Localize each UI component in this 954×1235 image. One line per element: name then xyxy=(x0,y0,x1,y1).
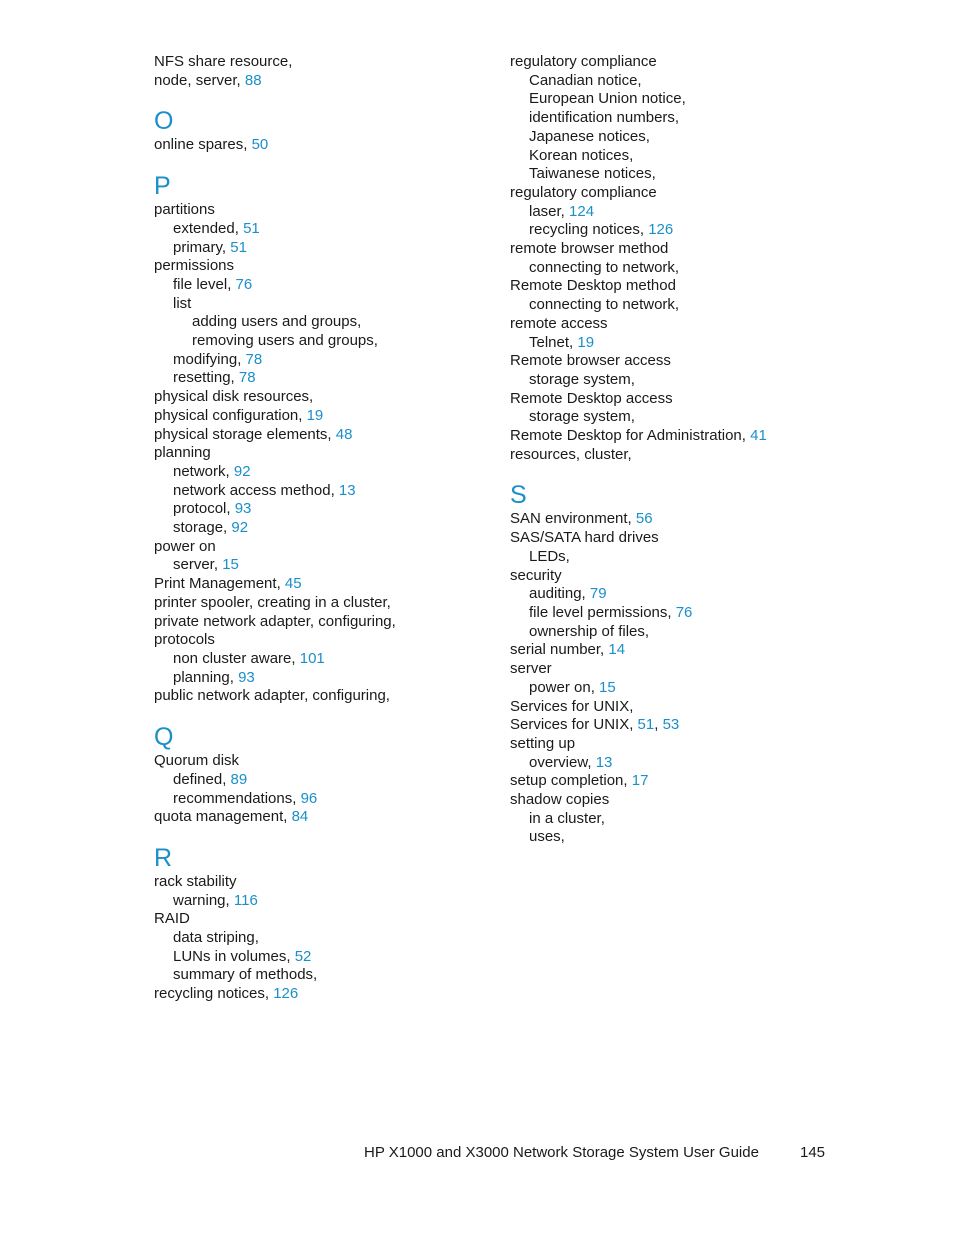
index-term: remote browser method xyxy=(510,240,669,258)
index-entry xyxy=(154,276,494,295)
footer-title: HP X1000 and X3000 Network Storage System User Guide xyxy=(364,1144,759,1161)
page-link[interactable]: 78 xyxy=(245,350,263,368)
index-term: Quorum disk xyxy=(154,752,240,770)
index-term: protocols xyxy=(154,631,215,649)
index-section xyxy=(510,480,850,847)
index-entry xyxy=(154,966,494,985)
page-link[interactable]: 15 xyxy=(222,556,239,574)
index-term: serial number, xyxy=(510,641,609,659)
index-term: extended, xyxy=(173,219,244,237)
index-entry xyxy=(154,892,494,911)
index-term: summary of methods, xyxy=(173,966,318,984)
index-entry xyxy=(154,295,494,314)
index-term: Remote browser access xyxy=(510,352,671,370)
index-term: power on, xyxy=(529,678,600,696)
page-link[interactable]: 48 xyxy=(335,425,353,443)
page-link[interactable]: 45 xyxy=(284,575,302,593)
index-entry xyxy=(154,239,494,258)
index-term: power on xyxy=(154,537,216,555)
index-term: node, server, xyxy=(154,71,245,89)
index-term: security xyxy=(510,566,562,584)
index-column-left xyxy=(154,53,494,1004)
index-term: warning, xyxy=(173,891,234,909)
index-term: permissions xyxy=(154,257,235,275)
index-term: Services for UNIX, xyxy=(510,716,638,734)
index-entry xyxy=(510,334,850,353)
index-entry xyxy=(510,623,850,642)
index-entry xyxy=(154,257,494,276)
index-entry xyxy=(154,351,494,370)
page-link[interactable]: 76 xyxy=(235,275,253,293)
index-term: setting up xyxy=(510,734,576,752)
index-entry xyxy=(154,790,494,809)
index-entry xyxy=(154,369,494,388)
index-term: Telnet, xyxy=(529,333,578,351)
index-entry xyxy=(154,687,494,706)
index-entry xyxy=(510,390,850,409)
index-entry xyxy=(510,203,850,222)
index-term: overview, xyxy=(529,753,596,771)
page-link[interactable]: 78 xyxy=(238,369,256,387)
index-entry xyxy=(510,679,850,698)
index-term: resetting, xyxy=(173,369,239,387)
index-entry xyxy=(510,53,850,72)
index-term: regulatory compliance xyxy=(510,53,657,70)
index-term: physical disk resources, xyxy=(154,388,314,406)
index-entry xyxy=(510,828,850,847)
index-entry xyxy=(510,791,850,810)
index-term: SAN environment, xyxy=(510,510,636,528)
index-section xyxy=(154,53,494,90)
index-entry xyxy=(154,136,494,155)
index-term: server, xyxy=(173,556,223,574)
index-term: SAS/SATA hard drives xyxy=(510,529,659,547)
index-entry xyxy=(154,482,494,501)
index-term: Japanese notices, xyxy=(529,127,650,145)
index-entry xyxy=(510,604,850,623)
index-section xyxy=(154,171,494,706)
index-entry xyxy=(154,201,494,220)
index-entry xyxy=(510,165,850,184)
index-entry xyxy=(154,388,494,407)
index-entry xyxy=(510,184,850,203)
page-link[interactable]: 13 xyxy=(595,753,613,771)
index-entry xyxy=(510,296,850,315)
page-link[interactable]: 41 xyxy=(750,427,767,445)
index-entry xyxy=(154,313,494,332)
index-entry xyxy=(510,90,850,109)
index-term: recycling notices, xyxy=(529,221,649,239)
index-entry xyxy=(510,641,850,660)
index-entry xyxy=(510,716,850,735)
index-term: Remote Desktop method xyxy=(510,277,676,295)
index-term: recommendations, xyxy=(173,789,301,807)
index-term: storage system, xyxy=(529,370,635,388)
page-link[interactable]: 101 xyxy=(299,649,325,667)
index-term: auditing, xyxy=(529,585,590,603)
index-term: data striping, xyxy=(173,929,259,947)
page-link[interactable]: 89 xyxy=(230,770,248,788)
index-term: printer spooler, creating in a cluster, xyxy=(154,593,391,611)
index-entry xyxy=(510,754,850,773)
index-entry xyxy=(154,808,494,827)
index-term: RAID xyxy=(154,910,190,928)
page-footer xyxy=(364,1143,834,1163)
index-term: list xyxy=(173,294,192,312)
section-letter: P xyxy=(154,172,171,201)
index-entry xyxy=(510,548,850,567)
index-entry xyxy=(154,631,494,650)
index-term: primary, xyxy=(173,238,231,256)
index-term: resources, cluster, xyxy=(510,445,632,463)
index-term: setup completion, xyxy=(510,772,632,790)
page-link[interactable]: 50 xyxy=(251,136,269,154)
section-letter: Q xyxy=(154,723,174,752)
index-entry xyxy=(154,556,494,575)
index-term: rack stability xyxy=(154,872,237,890)
index-entry xyxy=(510,567,850,586)
index-entry xyxy=(510,72,850,91)
page-link[interactable]: 19 xyxy=(306,406,324,424)
index-entry xyxy=(510,221,850,240)
index-term: laser, xyxy=(529,202,570,220)
page-separator: , xyxy=(654,716,663,734)
index-term: Remote Desktop access xyxy=(510,389,673,407)
page-link[interactable]: 19 xyxy=(577,333,595,351)
page-link[interactable]: 76 xyxy=(675,603,693,621)
index-entry xyxy=(154,650,494,669)
index-term: connecting to network, xyxy=(529,258,680,276)
index-entry xyxy=(154,53,494,72)
index-section xyxy=(154,106,494,155)
index-entry xyxy=(154,575,494,594)
index-term: NFS share resource, xyxy=(154,53,293,70)
index-entry xyxy=(154,72,494,91)
index-term: in a cluster, xyxy=(529,809,605,827)
index-entry xyxy=(154,771,494,790)
page-link[interactable]: 56 xyxy=(635,510,653,528)
index-term: regulatory compliance xyxy=(510,183,657,201)
index-term: Remote Desktop for Administration, xyxy=(510,427,751,445)
index-term: file level permissions, xyxy=(529,603,676,621)
index-entry xyxy=(154,929,494,948)
index-term: Print Management, xyxy=(154,575,285,593)
page-link[interactable]: 52 xyxy=(294,947,312,965)
index-section xyxy=(510,53,850,464)
index-entry xyxy=(154,426,494,445)
index-term: recycling notices, xyxy=(154,985,274,1003)
page-link[interactable]: 92 xyxy=(231,519,249,537)
index-entry xyxy=(154,332,494,351)
index-term: non cluster aware, xyxy=(173,649,300,667)
section-letter: R xyxy=(154,843,173,872)
index-term: Services for UNIX, xyxy=(510,697,634,715)
index-entry xyxy=(510,660,850,679)
index-term: LUNs in volumes, xyxy=(173,947,295,965)
index-entry xyxy=(510,315,850,334)
index-term: protocol, xyxy=(173,500,235,518)
index-entry xyxy=(154,910,494,929)
index-term: Korean notices, xyxy=(529,146,634,164)
index-term: partitions xyxy=(154,201,215,219)
index-column-right xyxy=(510,53,850,847)
index-entry xyxy=(154,519,494,538)
index-term: shadow copies xyxy=(510,791,610,809)
index-term: planning xyxy=(154,444,211,462)
index-entry xyxy=(154,948,494,967)
page-link[interactable]: 84 xyxy=(291,808,309,826)
index-entry xyxy=(510,427,850,446)
index-term: adding users and groups, xyxy=(192,313,362,331)
index-entry xyxy=(154,407,494,426)
index-section xyxy=(154,843,494,1004)
page-link[interactable]: 93 xyxy=(238,668,255,686)
index-entry xyxy=(510,371,850,390)
index-term: server xyxy=(510,660,552,678)
page-link[interactable]: 51 xyxy=(243,219,260,237)
index-entry xyxy=(154,220,494,239)
section-letter: O xyxy=(154,107,174,136)
page-link[interactable]: 88 xyxy=(244,71,262,89)
index-term: modifying, xyxy=(173,350,246,368)
page-link[interactable]: 13 xyxy=(338,481,356,499)
index-term: physical storage elements, xyxy=(154,425,336,443)
index-entry xyxy=(154,985,494,1004)
index-entry xyxy=(154,463,494,482)
index-entry xyxy=(154,538,494,557)
index-term: private network adapter, configuring, xyxy=(154,612,396,630)
index-entry xyxy=(154,444,494,463)
index-term: storage system, xyxy=(529,408,635,426)
index-term: Canadian notice, xyxy=(529,71,642,89)
index-term: defined, xyxy=(173,770,231,788)
index-entry xyxy=(510,277,850,296)
index-entry xyxy=(154,873,494,892)
index-term: network, xyxy=(173,462,234,480)
page-link[interactable]: 51 xyxy=(637,716,655,734)
page-link[interactable]: 17 xyxy=(631,772,649,790)
page-number: 145 xyxy=(800,1144,826,1161)
index-term: planning, xyxy=(173,668,239,686)
section-letter: S xyxy=(510,481,527,510)
page-link[interactable]: 92 xyxy=(233,462,251,480)
index-entry xyxy=(510,772,850,791)
page-link[interactable]: 96 xyxy=(300,789,318,807)
index-entry xyxy=(510,147,850,166)
index-term: storage, xyxy=(173,519,232,537)
index-entry xyxy=(154,752,494,771)
index-entry xyxy=(510,735,850,754)
index-entry xyxy=(510,810,850,829)
index-entry xyxy=(510,352,850,371)
index-entry xyxy=(154,669,494,688)
index-entry xyxy=(154,594,494,613)
page-link[interactable]: 124 xyxy=(569,202,595,220)
index-term: network access method, xyxy=(173,481,339,499)
index-entry xyxy=(510,240,850,259)
index-entry xyxy=(510,529,850,548)
index-entry xyxy=(510,109,850,128)
index-term: uses, xyxy=(529,828,565,846)
index-term: connecting to network, xyxy=(529,296,680,314)
index-entry xyxy=(510,259,850,278)
index-term: public network adapter, configuring, xyxy=(154,687,390,705)
index-entry xyxy=(154,500,494,519)
index-term: Taiwanese notices, xyxy=(529,165,656,183)
page-link[interactable]: 14 xyxy=(608,641,626,659)
index-term: removing users and groups, xyxy=(192,332,378,350)
index-term: ownership of files, xyxy=(529,622,650,640)
index-term: quota management, xyxy=(154,808,292,826)
page-link[interactable]: 116 xyxy=(233,891,258,909)
index-entry xyxy=(510,446,850,465)
page-link[interactable]: 93 xyxy=(234,500,252,518)
index-entry xyxy=(510,408,850,427)
index-term: remote access xyxy=(510,314,608,332)
index-section xyxy=(154,722,494,827)
index-entry xyxy=(510,128,850,147)
index-entry xyxy=(510,698,850,717)
index-term: online spares, xyxy=(154,136,252,154)
page-link[interactable]: 126 xyxy=(273,985,299,1003)
page-link[interactable]: 79 xyxy=(589,585,607,603)
page-link[interactable]: 126 xyxy=(648,221,674,239)
index-term: identification numbers, xyxy=(529,109,680,127)
index-entry xyxy=(510,510,850,529)
page-link[interactable]: 53 xyxy=(662,716,680,734)
page-link[interactable]: 51 xyxy=(230,238,247,256)
index-term: LEDs, xyxy=(529,547,570,565)
index-term: European Union notice, xyxy=(529,90,686,108)
index-term: physical configuration, xyxy=(154,406,307,424)
page-link[interactable]: 15 xyxy=(599,678,616,696)
index-entry xyxy=(154,613,494,632)
index-term: file level, xyxy=(173,275,236,293)
index-entry xyxy=(510,585,850,604)
